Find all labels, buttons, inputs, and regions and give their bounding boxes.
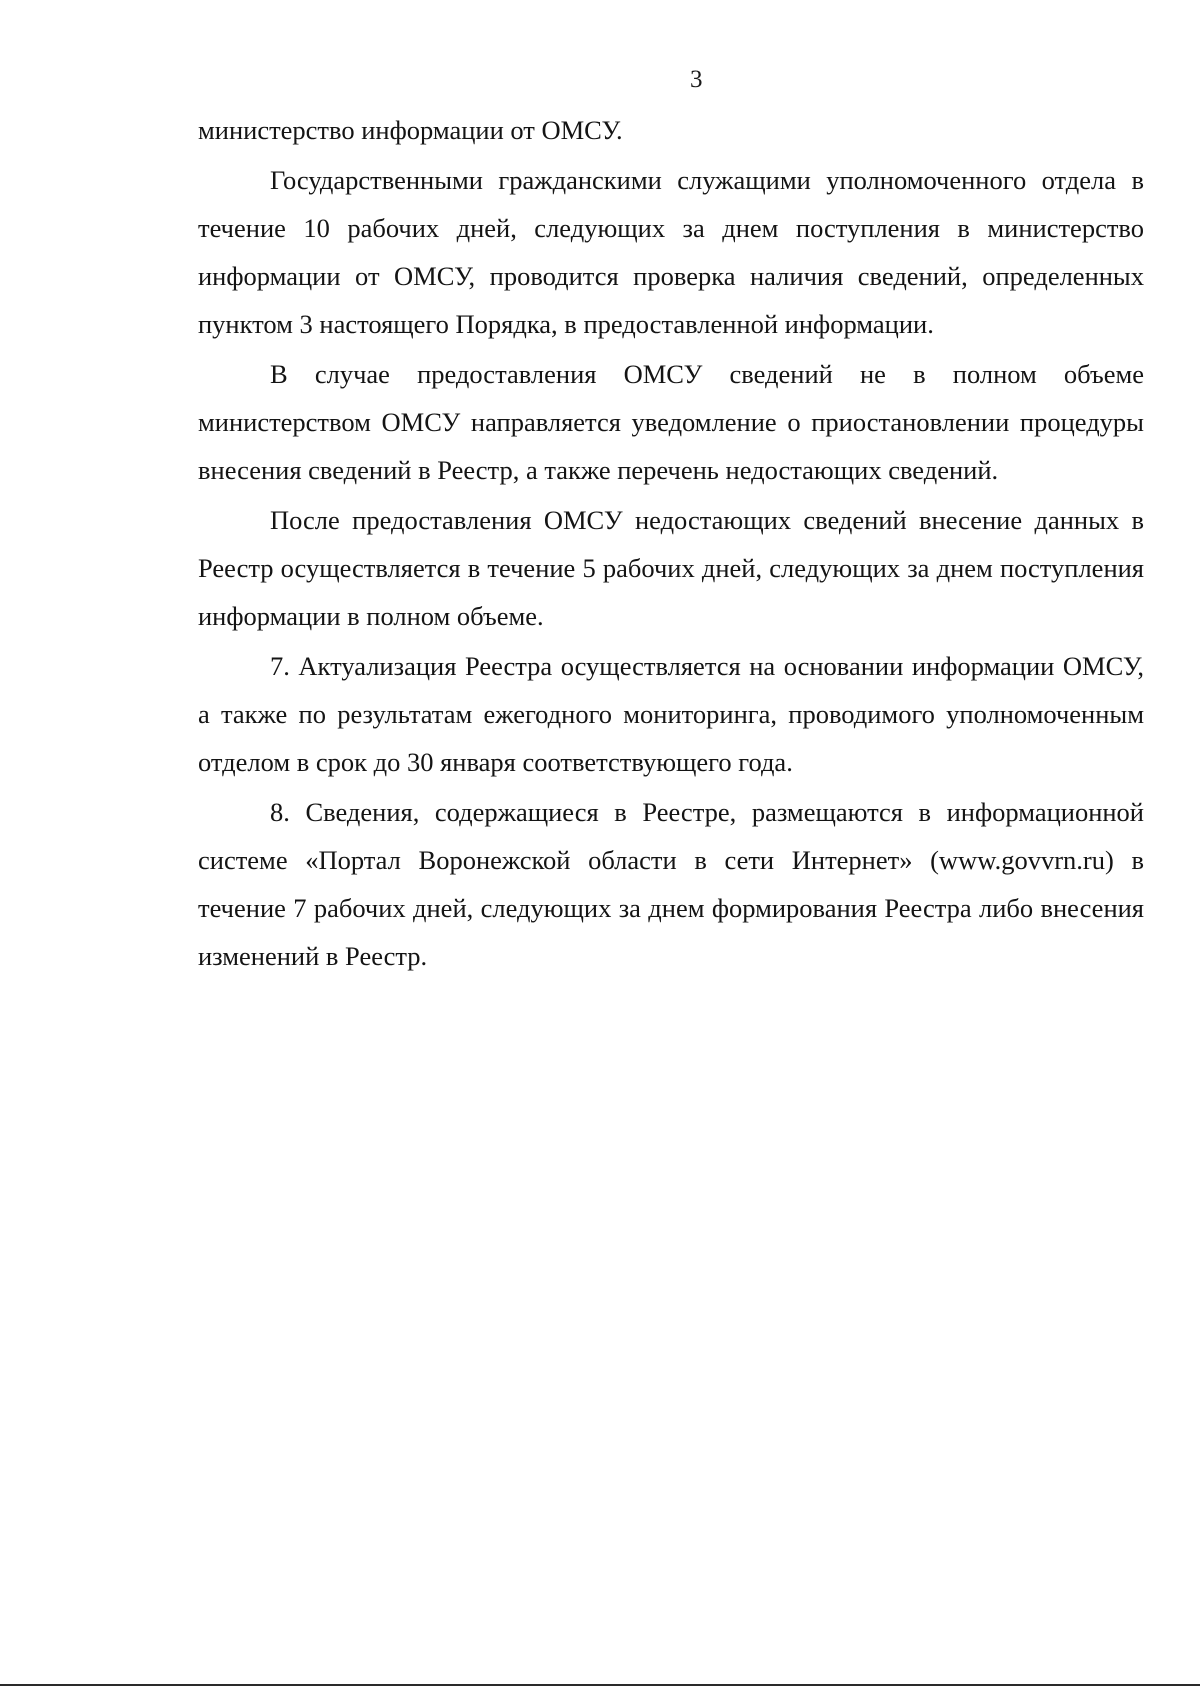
paragraph-verification: Государственными гражданскими служащими уполномоченного отдела в течение 10 рабочих дней, следующих за днем поступления в министерство информации от ОМСУ, проводится проверка наличия сведений, определенных пунктом 3 настоящего Порядка, в предоставленной информации. [198,165,1144,339]
page-number: 3 [690,66,703,93]
paragraph-incomplete-info: В случае предоставления ОМСУ сведений не в полном объеме министерством ОМСУ направляется уведомление о приостановлении процедуры внесения сведений в Реестр, а также перечень недостающих сведений. [198,359,1144,485]
bottom-border-line [0,1684,1200,1686]
paragraph-continuation: министерство информации от ОМСУ. [198,115,623,145]
document-body [198,106,1144,982]
paragraph-after-provision: После предоставления ОМСУ недостающих сведений внесение данных в Реестр осуществляется в течение 5 рабочих дней, следующих за днем поступления информации в полном объеме. [198,505,1144,631]
paragraph-item-8: 8. Сведения, содержащиеся в Реестре, размещаются в информационной системе «Портал Воронежской области в сети Интернет» (www.govvrn.ru) в течение 7 рабочих дней, следующих за днем формирования Реестра либо внесения изменений в Реестр. [198,797,1144,971]
paragraph-item-7: 7. Актуализация Реестра осуществляется на основании информации ОМСУ, а также по результатам ежегодного мониторинга, проводимого уполномоченным отделом в срок до 30 января соответствующего года. [198,651,1144,777]
